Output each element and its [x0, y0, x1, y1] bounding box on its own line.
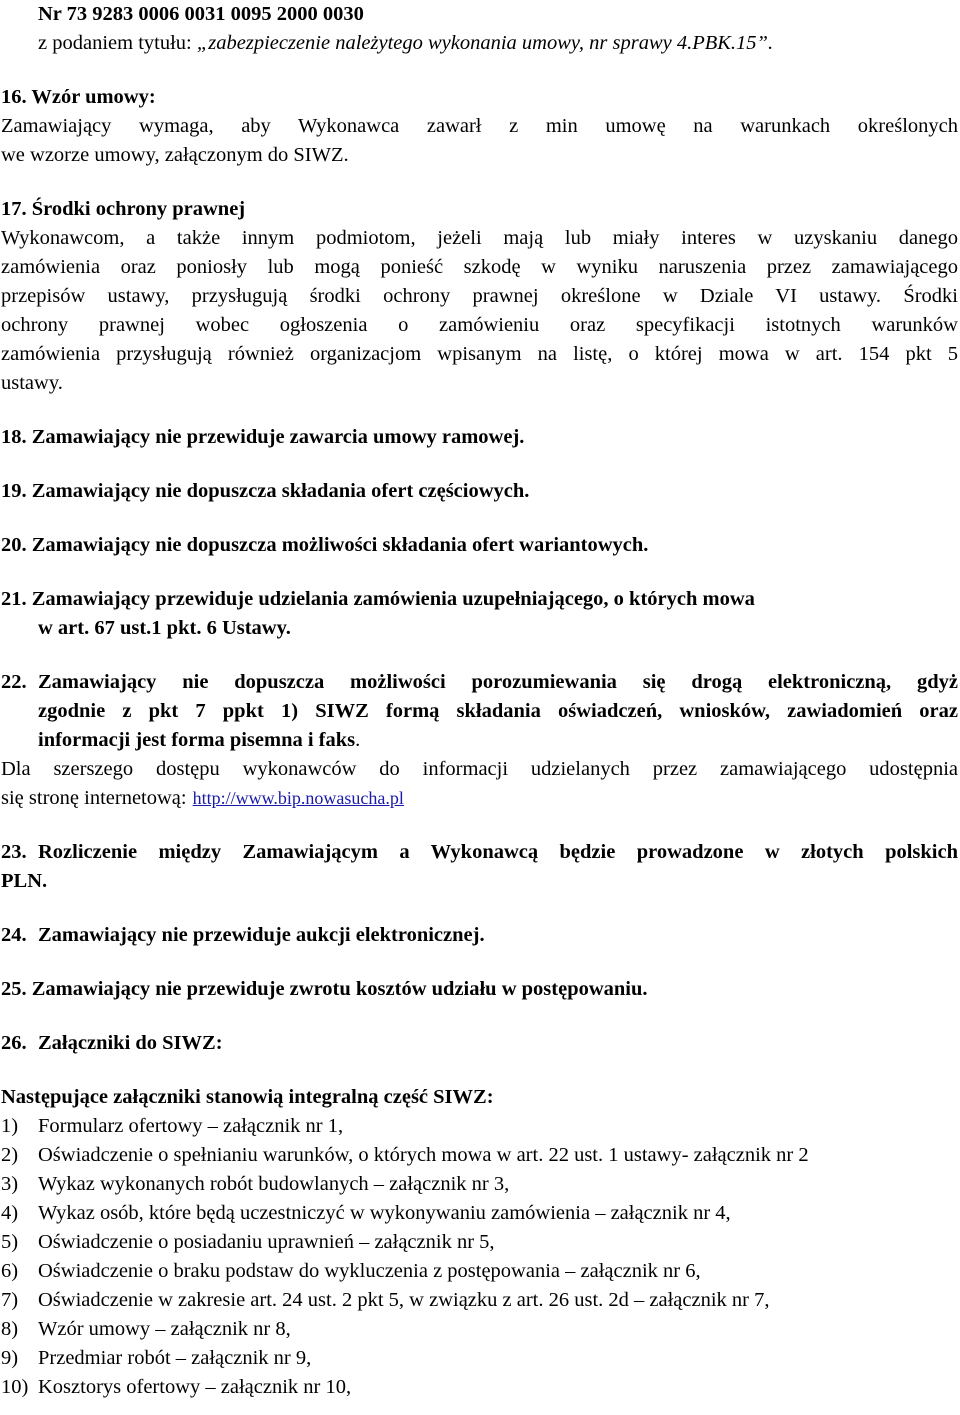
- section-18: 18. Zamawiający nie przewiduje zawarcia umowy ramowej.: [1, 426, 525, 448]
- list-item-text: Wykaz wykonanych robót budowlanych – załącznik nr 3,: [38, 1173, 510, 1195]
- transfer-title-prefix: z podaniem tytułu:: [38, 32, 197, 54]
- section-22-line-1: Zamawiający nie dopuszcza możliwości porozumiewania się drogą elektroniczną, gdyż: [38, 671, 958, 693]
- section-23: [1, 838, 958, 867]
- section-26: [1, 1029, 958, 1058]
- transfer-title-italic: „zabezpieczenie należytego wykonania umowy, nr sprawy 4.PBK.15”.: [196, 32, 774, 54]
- list-item: [1, 1170, 958, 1199]
- list-item-number: 4): [1, 1202, 19, 1224]
- account-number: Nr 73 9283 0006 0031 0095 2000 0030: [38, 3, 364, 25]
- list-item-text: Oświadczenie o braku podstaw do wykluczenia z postępowania – załącznik nr 6,: [38, 1260, 701, 1282]
- section-24-text: Zamawiający nie przewiduje aukcji elektronicznej.: [38, 924, 485, 946]
- section-16-line-2: we wzorze umowy, załączonym do SIWZ.: [1, 144, 349, 166]
- list-item-number: 5): [1, 1231, 19, 1253]
- list-item-text: Formularz ofertowy – załącznik nr 1,: [38, 1115, 344, 1137]
- section-22-para-line-2: [1, 784, 958, 813]
- section-21-line-1: 21. Zamawiający przewiduje udzielania zamówienia uzupełniającego, o których mowa: [1, 588, 755, 610]
- list-item: [1, 1344, 958, 1373]
- section-16-line-1: Zamawiający wymaga, aby Wykonawca zawarł z min umowę na warunkach określonych: [1, 115, 958, 137]
- section-24: [1, 921, 958, 950]
- list-item-number: 8): [1, 1318, 19, 1340]
- list-item-number: 6): [1, 1260, 19, 1282]
- list-item-text: Wzór umowy – załącznik nr 8,: [38, 1318, 291, 1340]
- website-link[interactable]: http://www.bip.nowasucha.pl: [192, 788, 404, 808]
- list-item-number: 10): [1, 1376, 29, 1398]
- list-item: [1, 1112, 958, 1141]
- list-item: [1, 1257, 958, 1286]
- list-item-text: Oświadczenie w zakresie art. 24 ust. 2 pkt 5, w związku z art. 26 ust. 2d – załącznik nr 7,: [38, 1289, 770, 1311]
- list-item-number: 2): [1, 1144, 19, 1166]
- section-26-number: 26.: [1, 1032, 27, 1054]
- section-22-line-3: [38, 726, 958, 755]
- list-item-number: 9): [1, 1347, 19, 1369]
- section-24-number: 24.: [1, 924, 27, 946]
- section-26-text: Załączniki do SIWZ:: [38, 1032, 223, 1054]
- website-label: się stronę internetową:: [1, 787, 187, 809]
- list-item: [1, 1315, 958, 1344]
- section-23-line-2: PLN.: [1, 870, 48, 892]
- section-20: 20. Zamawiający nie dopuszcza możliwości składania ofert wariantowych.: [1, 534, 649, 556]
- section-23-line-1: Rozliczenie między Zamawiającym a Wykonawcą będzie prowadzone w złotych polskich: [38, 841, 958, 863]
- section-22: [1, 668, 958, 755]
- attachments-list: [1, 1112, 958, 1402]
- section-25: 25. Zamawiający nie przewiduje zwrotu kosztów udziału w postępowaniu.: [1, 978, 648, 1000]
- section-16-heading: 16. Wzór umowy:: [1, 86, 156, 108]
- section-22-line-3-tail: .: [355, 729, 361, 751]
- list-item-number: 7): [1, 1289, 19, 1311]
- section-22-para-line-1: Dla szerszego dostępu wykonawców do informacji udzielanych przez zamawiającego udostępnia: [1, 758, 958, 780]
- list-item-text: Oświadczenie o spełnianiu warunków, o których mowa w art. 22 ust. 1 ustawy- załącznik nr 2: [38, 1144, 809, 1166]
- section-22-line-3-bold: informacji jest forma pisemna i faks: [38, 729, 356, 751]
- section-17-line-5: zamówienia przysługują również organizacjom wpisanym na listę, o której mowa w art. 154 pkt 5: [1, 343, 958, 365]
- list-item: [1, 1373, 958, 1402]
- transfer-title-line: [1, 29, 958, 58]
- section-22-line-2: zgodnie z pkt 7 ppkt 1) SIWZ formą składania oświadczeń, wniosków, zawiadomień oraz: [38, 700, 958, 722]
- section-17-line-1: Wykonawcom, a także innym podmiotom, jeżeli mają lub miały interes w uzyskaniu danego: [1, 227, 958, 249]
- list-item-number: 3): [1, 1173, 19, 1195]
- list-item: [1, 1228, 958, 1257]
- section-17-heading: 17. Środki ochrony prawnej: [1, 198, 246, 220]
- section-17-line-2: zamówienia oraz poniosły lub mogą ponieść szkodę w wyniku naruszenia przez zamawiającego: [1, 256, 958, 278]
- list-item: [1, 1141, 958, 1170]
- attachments-heading: Następujące załączniki stanowią integralną część SIWZ:: [1, 1086, 494, 1108]
- section-19: 19. Zamawiający nie dopuszcza składania ofert częściowych.: [1, 480, 530, 502]
- section-22-number: 22.: [1, 671, 27, 693]
- list-item-text: Przedmiar robót – załącznik nr 9,: [38, 1347, 312, 1369]
- section-17-last-line: ustawy.: [1, 372, 63, 394]
- list-item: [1, 1286, 958, 1315]
- list-item-text: Wykaz osób, które będą uczestniczyć w wykonywaniu zamówienia – załącznik nr 4,: [38, 1202, 731, 1224]
- list-item-number: 1): [1, 1115, 19, 1137]
- list-item-text: Kosztorys ofertowy – załącznik nr 10,: [38, 1376, 352, 1398]
- section-17-line-3: przepisów ustawy, przysługują środki ochrony prawnej określone w Dziale VI ustawy. Środki: [1, 285, 958, 307]
- section-21-line-2: w art. 67 ust.1 pkt. 6 Ustawy.: [38, 617, 291, 639]
- section-23-number: 23.: [1, 841, 27, 863]
- list-item-text: Oświadczenie o posiadaniu uprawnień – załącznik nr 5,: [38, 1231, 495, 1253]
- list-item: [1, 1199, 958, 1228]
- section-17-line-4: ochrony prawnej wobec ogłoszenia o zamówieniu oraz specyfikacji istotnych warunków: [1, 314, 958, 336]
